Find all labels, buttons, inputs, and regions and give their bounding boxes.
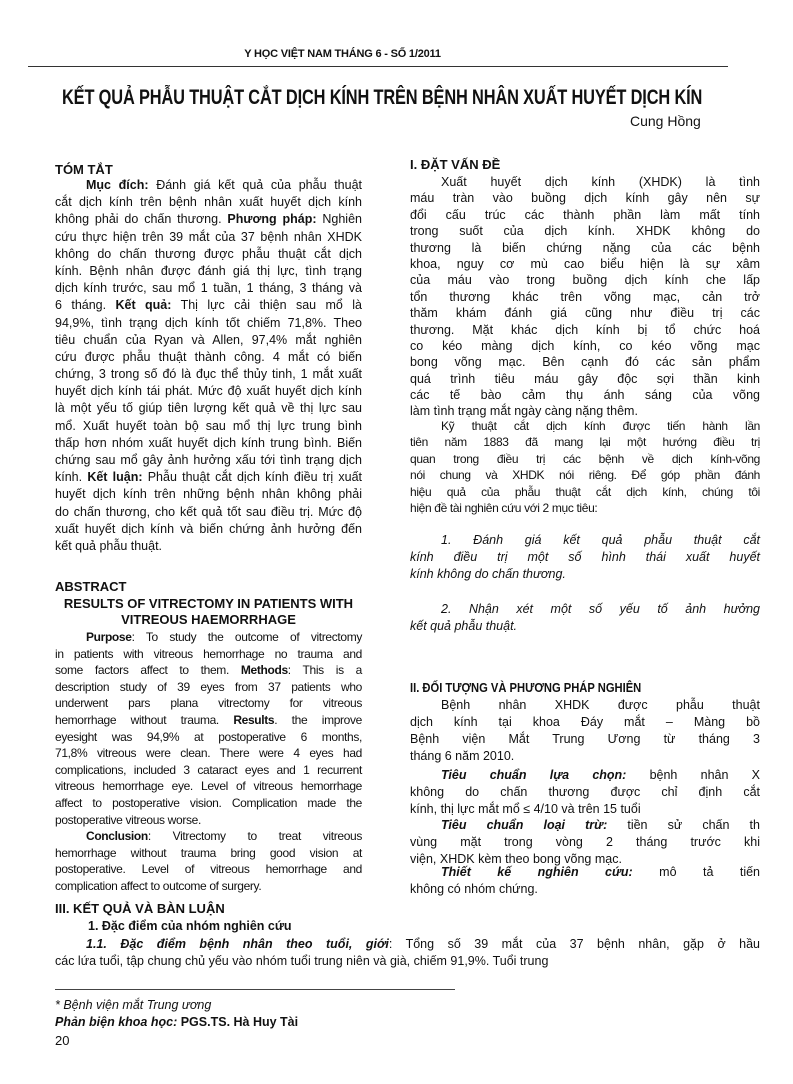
text-run: : Tổng số 39 mắt của 37 bệnh nhân, gặp ở hầu: [388, 937, 760, 951]
text-line: viện, XHDK kèm theo bong võng mạc.: [410, 852, 622, 866]
text-line: Kỹ thuật cắt dịch kính được tiến hành lần: [441, 419, 760, 433]
text-line: [55, 211, 362, 228]
text-line: cắt dịch kính trên bệnh nhân xuất huyết dịch kính: [55, 195, 362, 210]
text-line: dịch kính tại khoa Đáy mắt – Màng bồ: [410, 715, 760, 729]
intro-paragraph-2: [410, 418, 760, 516]
article-title: KẾT QUẢ PHẪU THUẬT CẮT DỊCH KÍNH TRÊN BỆNH NHÂN XUẤT HUYẾT DỊCH KÍN: [62, 86, 703, 109]
text-line: underwent pars plana vitrectomy for vitreous: [55, 696, 362, 711]
text-line: chứng, 3 trong số đó là đục thể thủy tinh, 1 mắt xuất: [55, 367, 362, 382]
text-line: đổi cấu trúc các thành phần làm mất tính: [410, 207, 760, 222]
text-line: [410, 767, 760, 784]
text-line: bong võng mạc. Bên cạnh đó các sản phẩm: [410, 355, 760, 370]
text-line: hemorrhage without trauma bring good vision at: [55, 845, 362, 860]
text-line: quá trình tiêu máu gây độc sợi thần kinh: [410, 371, 760, 386]
exclusion-criteria: [410, 817, 760, 868]
text-line: vùng mặt trong vòng 2 tháng trước khi: [410, 835, 760, 849]
text-run: some factors affect to them.: [55, 663, 241, 678]
text-line: tổn thương khác trên võng mạc, cản trở: [410, 289, 760, 304]
inclusion-criteria: [410, 767, 760, 818]
text-line: affect to postoperative vision. Complication made the: [55, 795, 362, 810]
text-line: [55, 297, 362, 314]
text-run: bệnh nhân X: [626, 768, 760, 782]
abstract-heading: ABSTRACT: [55, 579, 127, 594]
abstract-title-line2: VITREOUS HAEMORRHAGE: [121, 612, 296, 627]
text-line: [55, 936, 760, 953]
text-line: postoperative. Level of vitreous hemorrhage and: [55, 862, 362, 877]
footnote-rule: [55, 989, 455, 990]
methods-heading: II. ĐỐI TƯỢNG VÀ PHƯƠNG PHÁP NGHIÊN: [410, 680, 642, 695]
results-paragraph: [55, 936, 760, 970]
text-line: khoa, nguy cơ mù cao biểu hiện là sự xâm: [410, 256, 760, 271]
text-line: 71,8% vitreous were clean. There were 4 eyes had: [55, 746, 362, 761]
text-run: Phẫu thuật cắt dịch kính điều trị xuất: [142, 470, 362, 485]
text-line: Xuất huyết dịch kính (XHDK) là tình: [441, 175, 760, 189]
results-subheading: 1. Đặc điểm của nhóm nghiên cứu: [88, 919, 292, 933]
text-line: [55, 712, 362, 729]
text-run: : This is a: [287, 663, 362, 678]
text-line: các tế bào cảm thụ ánh sáng của võng: [410, 388, 760, 403]
text-run: tiền sử chấn th: [607, 818, 760, 832]
abstract-title-line1: RESULTS OF VITRECTOMY IN PATIENTS WITH: [63, 596, 354, 611]
text-line: [55, 828, 362, 845]
text-line: tháng 6 năm 2010.: [410, 749, 515, 763]
emphasized-text: Phương pháp:: [227, 212, 317, 227]
emphasized-text: Results: [233, 712, 275, 727]
text-line: 2. Nhận xét một số yếu tố ảnh hưởng: [441, 602, 760, 616]
text-line: tiên năm 1883 đã mang lại một hướng điều trị: [410, 435, 760, 450]
intro-paragraph-1: [410, 174, 760, 420]
emphasized-text: Methods: [240, 663, 288, 678]
text-line: [55, 469, 362, 486]
abstract-conclusion: [55, 828, 362, 894]
intro-heading: I. ĐẶT VẤN ĐỀ: [410, 157, 501, 172]
emphasized-text: Kết luận:: [87, 470, 143, 485]
emphasized-text: Kết quả:: [115, 298, 172, 313]
text-line: làm tình trạng mắt ngày càng nặng thêm.: [410, 404, 638, 419]
text-line: không do chấn thương được phẫu thuật cắt dịch: [55, 246, 362, 261]
text-line: in patients with vitreous hemorrhage no trauma and: [55, 646, 362, 661]
text-line: máu tràn vào buồng dịch kính gây nên sự: [410, 191, 760, 206]
text-line: huyết dịch kính trên những bệnh nhân không phải: [55, 487, 362, 502]
text-line: vitreous hemorrhage eye. Level of vitreous hemorrhage: [55, 779, 362, 794]
text-line: tiêu chuẩn của Ryan và Allen, 97,4% mắt nghiên: [55, 332, 362, 347]
text-line: postoperative vitreous worse.: [55, 812, 201, 827]
emphasized-text: Purpose: [86, 630, 132, 644]
results-heading: III. KẾT QUẢ VÀ BÀN LUẬN: [55, 901, 225, 916]
text-line: cứu được phẫu thuật thành công. 4 mắt có biến: [55, 349, 362, 364]
text-line: xuất huyết dịch kính và biến chứng ảnh hưởng đến: [55, 521, 362, 536]
text-run: mô tả tiến: [632, 865, 760, 879]
text-line: kết quả phẫu thuật.: [55, 538, 163, 553]
text-run: Đánh giá kết quả của phẫu thuật: [148, 178, 362, 192]
summary-paragraph: [55, 177, 362, 555]
text-line: [410, 817, 760, 834]
text-line: Bệnh nhân XHDK được phẫu thuật: [441, 698, 760, 712]
text-line: kết quả phẫu thuật.: [410, 619, 518, 633]
text-line: co kéo màng dịch kính, co kéo võng mạc: [410, 338, 760, 353]
page-number: 20: [55, 1033, 70, 1048]
reviewer-label: Phản biện khoa học:: [55, 1015, 178, 1029]
text-run: Thị lực cải thiện sau mổ là: [171, 298, 362, 313]
text-line: không do chấn thương được chỉ định cắt: [410, 785, 760, 799]
text-line: không có nhóm chứng.: [410, 882, 538, 896]
text-line: mổ. Xuất huyết toàn bộ sau mổ thị lực trung bình: [55, 418, 362, 433]
text-line: nói chung và XHDK nói riêng. Để góp phần đánh: [410, 468, 760, 483]
text-line: [55, 662, 362, 679]
text-line: eyesight was 94,9% at postoperative 6 months,: [55, 729, 362, 744]
text-run: : To study the outcome of vitrectomy: [131, 630, 362, 644]
objective-1: [410, 532, 760, 583]
text-run: hemorrhage without trauma.: [55, 712, 234, 727]
text-line: dịch kính trước, sau mổ 1 tuần, 1 tháng, 3 tháng và: [55, 281, 362, 296]
text-line: 1. Đánh giá kết quả phẫu thuật cắt: [441, 533, 760, 547]
methods-paragraph: [410, 697, 760, 765]
text-line: thăm khám đánh giá cũng như điều trị các: [410, 306, 760, 321]
reviewer-name: PGS.TS. Hà Huy Tài: [177, 1015, 299, 1029]
text-run: Nghiên: [316, 212, 362, 227]
header-rule: [28, 66, 728, 67]
text-line: kính không do chấn thương.: [410, 567, 566, 581]
emphasized-text: Mục đích:: [86, 178, 149, 192]
text-run: kính.: [55, 470, 88, 485]
study-design: [410, 864, 760, 898]
text-line: cứu thực hiện trên 39 mắt của 37 bệnh nhân XHDK: [55, 229, 362, 244]
text-line: [55, 177, 362, 194]
emphasized-text: 1.1. Đặc điểm bệnh nhân theo tuổi, giới: [86, 937, 389, 951]
text-line: [410, 864, 760, 881]
text-line: Bệnh viện Mắt Trung Ương từ tháng 3: [410, 732, 760, 746]
footnote-affiliation: * Bệnh viện mắt Trung ương: [55, 998, 212, 1012]
text-line: kính điều trị một số hình thái xuất huyết: [410, 550, 760, 564]
text-line: hiện đề tài nghiên cứu với 2 mục tiêu:: [410, 500, 598, 515]
text-run: . the improve: [274, 712, 362, 727]
text-line: chứng sau mổ gây ảnh hưởng xấu tới tình trạng dịch: [55, 453, 362, 467]
text-line: [55, 629, 362, 646]
objective-2: [410, 601, 760, 635]
text-line: các lứa tuổi, tập chung chủ yếu vào nhóm tuổi trung niên và già, chiếm 91,9%. Tuổi trung: [55, 954, 549, 968]
text-line: description study of 39 eyes from 37 patients who: [55, 679, 362, 694]
emphasized-text: Conclusion: [86, 829, 148, 843]
text-line: complications, included 3 cataract eyes and 1 recurrent: [55, 762, 362, 777]
running-header: Y HỌC VIỆT NAM THÁNG 6 - SỐ 1/2011: [244, 48, 441, 60]
author: Cung Hồng: [630, 113, 701, 129]
text-line: của máu vào trong buồng dịch kính che lấp: [410, 273, 760, 288]
text-line: kính. Bệnh nhân được đánh giá thị lực, tình trạng: [55, 263, 362, 278]
text-line: huyết dịch kính tái phát. Mức độ xuất huyết dịch kính: [55, 384, 362, 399]
text-line: 94,9%, tình trạng dịch kính tốt chiếm 71,8%. Theo: [55, 315, 362, 330]
text-line: hiệu quả của phẫu thuật cắt dịch kính, chúng tôi: [410, 484, 760, 499]
text-line: thấp hơn nhóm xuất huyết dịch kính trung bình. Biến: [55, 435, 362, 450]
summary-heading: TÓM TẮT: [55, 162, 113, 177]
text-line: do chấn thương, cho kết quả tốt sau điều trị. Mức độ: [55, 504, 362, 519]
text-line: là một yếu tố giúp tiên lượng kết quả về thị lực sau: [55, 401, 362, 416]
text-line: quan trong điều trị các bệnh về dịch kính-võng: [410, 451, 760, 466]
emphasized-text: Tiêu chuẩn loại trừ:: [441, 818, 608, 832]
text-run: 6 tháng.: [55, 298, 116, 313]
text-run: không phải do chấn thương.: [55, 212, 228, 227]
text-line: complication affect to outcome of surgery.: [55, 878, 262, 893]
text-line: kính, thị lực mắt mổ ≤ 4/10 và trên 15 tuổi: [410, 802, 641, 816]
abstract-paragraph: [55, 629, 362, 828]
emphasized-text: Tiêu chuẩn lựa chọn:: [441, 768, 627, 782]
text-line: trong suốt của dịch kính. XHDK không do: [410, 224, 760, 239]
footnote-reviewer: [55, 1015, 298, 1029]
emphasized-text: Thiết kế nghiên cứu:: [441, 865, 633, 879]
text-line: thương là biến chứng nặng của các bệnh: [410, 240, 760, 255]
text-line: thương. Mặt khác dịch kính bị tổ chức hoá: [410, 322, 760, 337]
text-run: : Vitrectomy to treat vitreous: [147, 829, 362, 843]
